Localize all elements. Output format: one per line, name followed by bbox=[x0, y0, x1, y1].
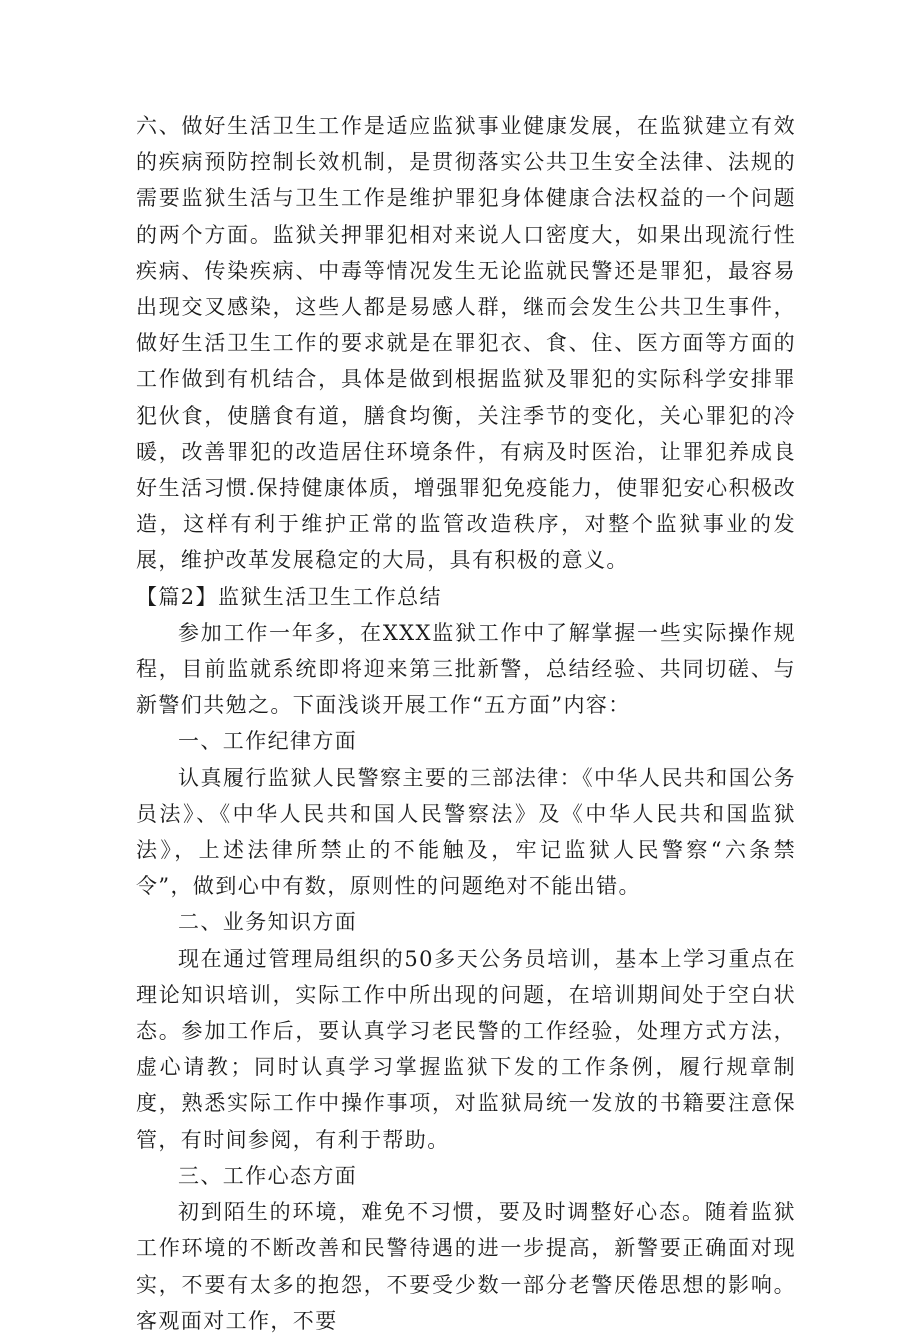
heading-work-discipline: 一、工作纪律方面 bbox=[178, 729, 358, 754]
paragraph-work-mindset: 初到陌生的环境，难免不习惯，要及时调整好心态。随着监狱工作环境的不断改善和民警待遇的进一步提高，新警要正确面对现实，不要有太多的抱怨，不要受少数一部分老警厌倦思想的影响。客观面对工作，不要 bbox=[136, 1200, 796, 1333]
section-title: 【篇2】监狱生活卫生工作总结 bbox=[136, 584, 442, 609]
heading-business-knowledge: 二、业务知识方面 bbox=[178, 910, 358, 935]
paragraph-business-knowledge: 现在通过管理局组织的50多天公务员培训，基本上学习重点在理论知识培训，实际工作中所出现的问题，在培训期间处于空白状态。参加工作后，要认真学习老民警的工作经验，处理方式方法，虚心请教；同时认真学习掌握监狱下发的工作条例，履行规章制度，熟悉实际工作中操作事项，对监狱局统一发放的书籍要注意保管，有时间参阅，有利于帮助。 bbox=[136, 946, 796, 1152]
paragraph-six: 六、做好生活卫生工作是适应监狱事业健康发展，在监狱建立有效的疾病预防控制长效机制，是贯彻落实公共卫生安全法律、法规的需要监狱生活与卫生工作是维护罪犯身体健康合法权益的一个问题的两个方面。监狱关押罪犯相对来说人口密度大，如果出现流行性疾病、传染疾病、中毒等情况发生无论监就民警还是罪犯，最容易出现交叉感染，这些人都是易感人群，继而会发生公共卫生事件，做好生活卫生工作的要求就是在罪犯衣、食、住、医方面等方面的工作做到有机结合，具体是做到根据监狱及罪犯的实际科学安排罪犯伙食，使膳食有道，膳食均衡，关注季节的变化，关心罪犯的冷暖，改善罪犯的改造居住环境条件，有病及时医治，让罪犯养成良好生活习惯.保持健康体质，增强罪犯免疫能力，使罪犯安心积极改造，这样有利于维护正常的监管改造秩序，对整个监狱事业的发展，维护改革发展稳定的大局，具有积极的意义。 bbox=[136, 114, 796, 573]
document-body bbox=[136, 108, 796, 1339]
heading-work-mindset: 三、工作心态方面 bbox=[178, 1163, 358, 1188]
intro-paragraph: 参加工作一年多，在XXX监狱工作中了解掌握一些实际操作规程，目前监就系统即将迎来第三批新警，总结经验、共同切磋、与新警们共勉之。下面浅谈开展工作“五方面”内容： bbox=[136, 620, 796, 718]
paragraph-work-discipline: 认真履行监狱人民警察主要的三部法律：《中华人民共和国公务员法》、《中华人民共和国人民警察法》及《中华人民共和国监狱法》，上述法律所禁止的不能触及，牢记监狱人民警察“六条禁令”，做到心中有数，原则性的问题绝对不能出错。 bbox=[136, 765, 796, 899]
